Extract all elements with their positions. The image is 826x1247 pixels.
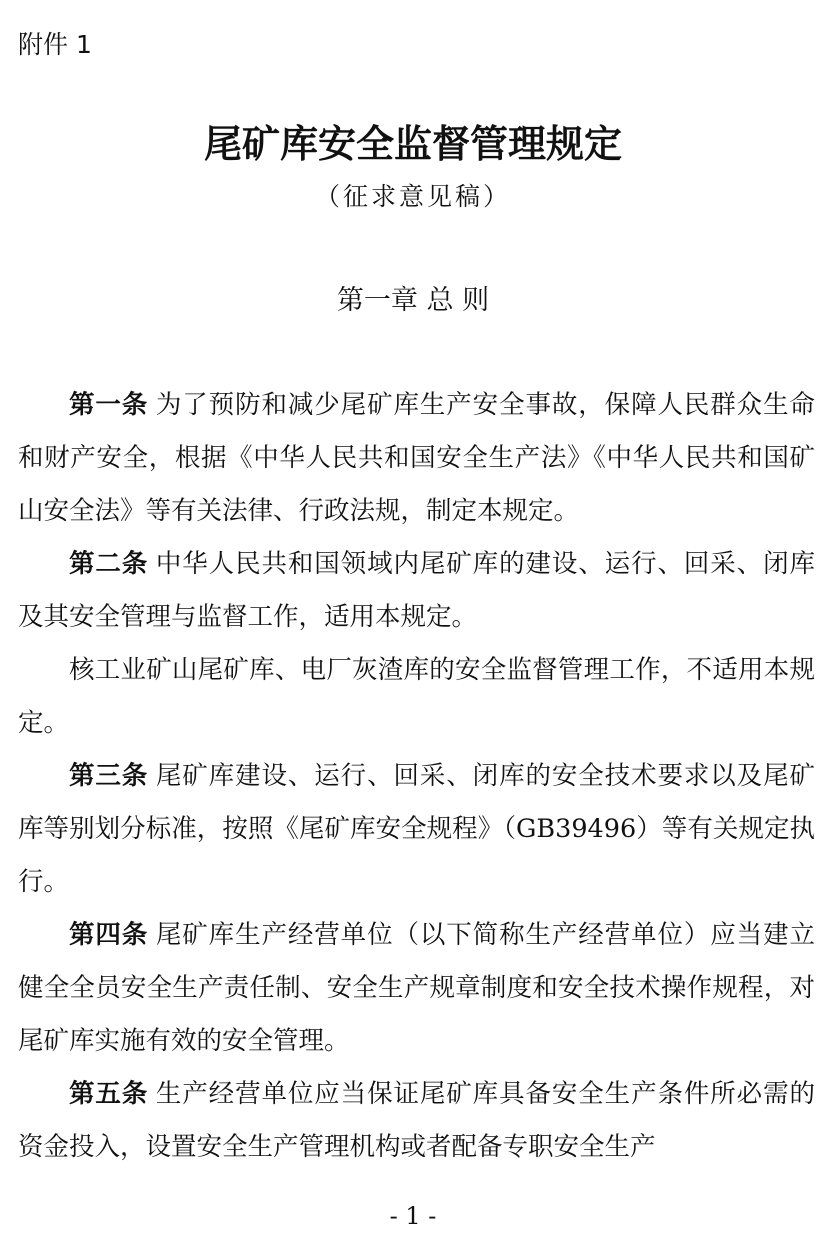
article-4-paragraph (18, 909, 815, 1068)
article-text: 尾矿库生产经营单位（以下简称生产经营单位）应当建立健全全员安全生产责任制、安全生产规章制度和安全技术操作规程，对尾矿库实施有效的安全管理。 (18, 920, 815, 1056)
article-3-paragraph (18, 750, 815, 909)
document-body (18, 379, 815, 1174)
article-label: 第三条 (69, 761, 149, 791)
article-text: 中华人民共和国领域内尾矿库的建设、运行、回采、闭库及其安全管理与监督工作，适用本规定。 (18, 549, 815, 632)
article-label: 第四条 (69, 920, 149, 950)
article-label: 第一条 (69, 390, 149, 420)
article-text: 为了预防和减少尾矿库生产安全事故，保障人民群众生命和财产安全，根据《中华人民共和国安全生产法》《中华人民共和国矿山安全法》等有关法律、行政法规，制定本规定。 (18, 390, 815, 526)
attachment-label: 附件 1 (18, 30, 92, 59)
article-text: 尾矿库建设、运行、回采、闭库的安全技术要求以及尾矿库等别划分标准，按照《尾矿库安全规程》（GB39496）等有关规定执行。 (18, 761, 815, 897)
page-number: - 1 - (389, 1202, 437, 1230)
article-text: 核工业矿山尾矿库、电厂灰渣库的安全监督管理工作，不适用本规定。 (18, 655, 815, 738)
document-subtitle: （征求意见稿） (314, 182, 511, 211)
article-label: 第五条 (69, 1079, 149, 1109)
article-5-paragraph (18, 1068, 815, 1174)
article-text: 生产经营单位应当保证尾矿库具备安全生产条件所必需的资金投入，设置安全生产管理机构或者配备专职安全生产 (18, 1079, 815, 1162)
document-title: 尾矿库安全监督管理规定 (203, 121, 622, 166)
chapter-heading: 第一章 总 则 (336, 285, 490, 316)
article-1-paragraph (18, 379, 815, 538)
article-2-paragraph (18, 538, 815, 644)
article-label: 第二条 (69, 549, 149, 579)
article-2-clause-paragraph (18, 644, 815, 750)
